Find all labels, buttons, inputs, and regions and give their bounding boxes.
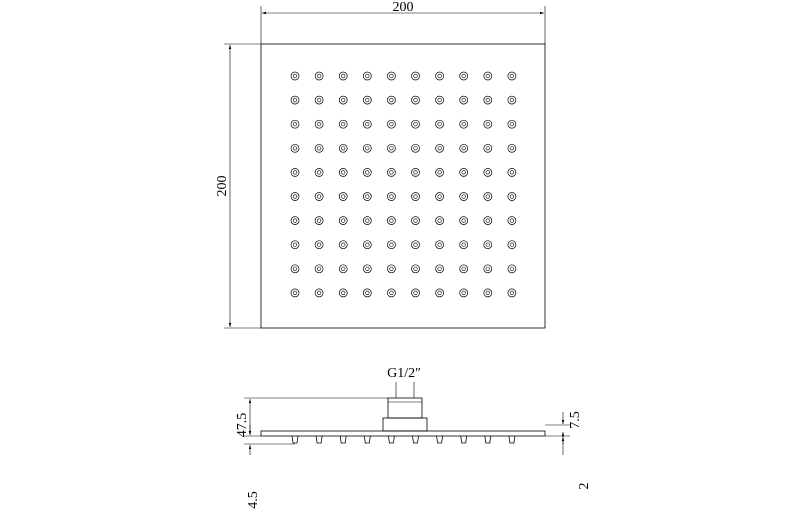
nozzle-inner-ring <box>510 219 514 223</box>
nozzle-outer-ring <box>291 96 299 104</box>
nozzle-inner-ring <box>486 195 490 199</box>
height-dimension-label: 200 <box>215 175 230 197</box>
nozzle-outer-ring <box>387 120 395 128</box>
side-nozzle <box>316 436 322 443</box>
nozzle-outer-ring <box>484 241 492 249</box>
nozzle-inner-ring <box>414 195 418 199</box>
nozzle-inner-ring <box>317 122 321 126</box>
nozzle-inner-ring <box>390 267 394 271</box>
nozzle-outer-ring <box>315 120 323 128</box>
nozzle-outer-ring <box>436 193 444 201</box>
nozzle-inner-ring <box>438 171 442 175</box>
nozzle-outer-ring <box>460 289 468 297</box>
nozzle-inner-ring <box>390 122 394 126</box>
shower-plate-outline <box>261 44 545 328</box>
nozzle-inner-ring <box>510 267 514 271</box>
nozzle-outer-ring <box>363 265 371 273</box>
nozzle-inner-ring <box>462 171 466 175</box>
nozzle-inner-ring <box>510 147 514 151</box>
nozzle-inner-ring <box>293 122 297 126</box>
nozzle-outer-ring <box>291 72 299 80</box>
nozzle-inner-ring <box>462 243 466 247</box>
side-view <box>235 366 592 509</box>
nozzle-outer-ring <box>315 217 323 225</box>
nozzle-outer-ring <box>460 144 468 152</box>
nozzle-outer-ring <box>508 265 516 273</box>
nozzle-inner-ring <box>462 98 466 102</box>
nozzle-outer-ring <box>387 96 395 104</box>
side-nozzle <box>413 436 419 443</box>
nozzle-inner-ring <box>366 219 370 223</box>
nozzle-inner-ring <box>414 147 418 151</box>
nozzle-outer-ring <box>412 120 420 128</box>
nozzle-inner-ring <box>486 98 490 102</box>
nozzle-inner-ring <box>486 147 490 151</box>
nozzle-inner-ring <box>341 147 345 151</box>
nozzle-inner-ring <box>366 267 370 271</box>
nozzle-inner-ring <box>293 243 297 247</box>
nozzle-outer-ring <box>291 265 299 273</box>
nozzle-inner-ring <box>390 195 394 199</box>
nozzle-inner-ring <box>462 291 466 295</box>
nozzle-outer-ring <box>291 193 299 201</box>
nozzle-inner-ring <box>414 171 418 175</box>
nozzle-outer-ring <box>315 168 323 176</box>
nozzle-inner-ring <box>317 267 321 271</box>
nozzle-inner-ring <box>510 74 514 78</box>
nozzle-outer-ring <box>339 96 347 104</box>
width-dimension-label: 200 <box>392 0 414 15</box>
nozzle-inner-ring <box>462 74 466 78</box>
nozzle-outer-ring <box>460 72 468 80</box>
nozzle-outer-ring <box>291 144 299 152</box>
nozzle-outer-ring <box>412 72 420 80</box>
nozzle-outer-ring <box>315 72 323 80</box>
nozzle-outer-ring <box>339 217 347 225</box>
nozzle-inner-ring <box>390 98 394 102</box>
nozzle-outer-ring <box>508 217 516 225</box>
nozzle-outer-ring <box>508 144 516 152</box>
side-nozzle <box>509 436 515 443</box>
nozzle-inner-ring <box>510 195 514 199</box>
nozzle-outer-ring <box>484 217 492 225</box>
nozzle-inner-ring <box>438 98 442 102</box>
nozzle-inner-ring <box>438 219 442 223</box>
nozzle-inner-ring <box>438 195 442 199</box>
nozzle-outer-ring <box>436 217 444 225</box>
nozzle-inner-ring <box>317 74 321 78</box>
nozzle-outer-ring <box>315 289 323 297</box>
nozzle-outer-ring <box>484 289 492 297</box>
nozzle-inner-ring <box>317 195 321 199</box>
nozzle-inner-ring <box>486 171 490 175</box>
nozzle-outer-ring <box>484 96 492 104</box>
nozzle-inner-ring <box>366 98 370 102</box>
nozzle-outer-ring <box>387 144 395 152</box>
nozzle-inner-ring <box>317 98 321 102</box>
side-nozzle <box>340 436 346 443</box>
nozzle-outer-ring <box>508 289 516 297</box>
nozzle-inner-ring <box>366 122 370 126</box>
nozzle-inner-ring <box>341 74 345 78</box>
nozzle-inner-ring <box>390 171 394 175</box>
nozzle-inner-ring <box>486 74 490 78</box>
nozzle-inner-ring <box>462 219 466 223</box>
nozzle-outer-ring <box>339 72 347 80</box>
nozzle-outer-ring <box>339 289 347 297</box>
nozzle-outer-ring <box>387 289 395 297</box>
nozzle-inner-ring <box>414 219 418 223</box>
nozzle-outer-ring <box>460 120 468 128</box>
nozzle-outer-ring <box>339 168 347 176</box>
side-nozzle <box>461 436 467 443</box>
nozzle-outer-ring <box>484 144 492 152</box>
nozzle-outer-ring <box>291 168 299 176</box>
nozzle-inner-ring <box>510 122 514 126</box>
nozzle-outer-ring <box>387 217 395 225</box>
nozzle-outer-ring <box>363 217 371 225</box>
nozzle-inner-ring <box>366 74 370 78</box>
side-nozzle <box>485 436 491 443</box>
top-view <box>215 0 545 328</box>
nozzle-inner-ring <box>293 171 297 175</box>
swivel-joint <box>388 398 422 418</box>
nozzle-outer-ring <box>339 265 347 273</box>
nozzle-inner-ring <box>341 243 345 247</box>
nozzle-outer-ring <box>460 265 468 273</box>
nozzle-inner-ring <box>390 74 394 78</box>
nozzle-inner-ring <box>341 219 345 223</box>
nozzle-outer-ring <box>339 193 347 201</box>
nozzle-outer-ring <box>484 193 492 201</box>
nozzle-inner-ring <box>486 267 490 271</box>
nozzle-outer-ring <box>508 120 516 128</box>
nozzle-inner-ring <box>366 291 370 295</box>
nozzle-outer-ring <box>387 265 395 273</box>
nozzle-outer-ring <box>484 265 492 273</box>
nozzle-inner-ring <box>366 171 370 175</box>
nozzle-outer-ring <box>387 241 395 249</box>
nozzle-outer-ring <box>508 193 516 201</box>
nozzle-grid <box>291 72 516 297</box>
nozzle-outer-ring <box>315 96 323 104</box>
nozzle-inner-ring <box>462 122 466 126</box>
nozzle-outer-ring <box>291 217 299 225</box>
side-nozzle <box>364 436 370 443</box>
nozzle-outer-ring <box>315 265 323 273</box>
nozzle-outer-ring <box>436 144 444 152</box>
nozzle-outer-ring <box>291 289 299 297</box>
nozzle-inner-ring <box>293 98 297 102</box>
nozzle-outer-ring <box>436 72 444 80</box>
nozzle-inner-ring <box>317 171 321 175</box>
nozzle-inner-ring <box>293 267 297 271</box>
nozzle-outer-ring <box>363 241 371 249</box>
side-nozzle <box>388 436 394 443</box>
nozzle-inner-ring <box>366 243 370 247</box>
nozzle-inner-ring <box>341 291 345 295</box>
nozzle-inner-ring <box>390 291 394 295</box>
side-nozzle <box>437 436 443 443</box>
nozzle-inner-ring <box>317 219 321 223</box>
nozzle-inner-ring <box>390 219 394 223</box>
nozzle-outer-ring <box>412 168 420 176</box>
nozzle-inner-ring <box>293 195 297 199</box>
nozzle-outer-ring <box>387 72 395 80</box>
nozzle-inner-ring <box>341 267 345 271</box>
nozzle-inner-ring <box>486 243 490 247</box>
nozzle-inner-ring <box>486 219 490 223</box>
nozzle-outer-ring <box>363 193 371 201</box>
nozzle-inner-ring <box>510 171 514 175</box>
nozzle-outer-ring <box>460 193 468 201</box>
nozzle-outer-ring <box>460 96 468 104</box>
nozzle-outer-ring <box>291 120 299 128</box>
nozzle-outer-ring <box>315 193 323 201</box>
nozzle-outer-ring <box>363 96 371 104</box>
nozzle-outer-ring <box>436 96 444 104</box>
nozzle-inner-ring <box>390 243 394 247</box>
nozzle-inner-ring <box>462 147 466 151</box>
nozzle-outer-ring <box>291 241 299 249</box>
nozzle-inner-ring <box>317 243 321 247</box>
nozzle-outer-ring <box>508 72 516 80</box>
nozzle-inner-ring <box>438 291 442 295</box>
nozzle-outer-ring <box>484 168 492 176</box>
side-nozzle-row <box>292 436 515 443</box>
nozzle-outer-ring <box>339 120 347 128</box>
nozzle-inner-ring <box>293 74 297 78</box>
nozzle-outer-ring <box>339 241 347 249</box>
nozzle-outer-ring <box>315 144 323 152</box>
nozzle-outer-ring <box>460 217 468 225</box>
nozzle-outer-ring <box>436 241 444 249</box>
nozzle-inner-ring <box>317 291 321 295</box>
nozzle-inner-ring <box>462 267 466 271</box>
nozzle-outer-ring <box>363 144 371 152</box>
nozzle-inner-ring <box>438 122 442 126</box>
nozzle-outer-ring <box>412 96 420 104</box>
nozzle-outer-ring <box>387 193 395 201</box>
nozzle-inner-ring <box>462 195 466 199</box>
nozzle-outer-ring <box>363 289 371 297</box>
nozzle-inner-ring <box>414 243 418 247</box>
nozzle-inner-ring <box>414 291 418 295</box>
nozzle-outer-ring <box>363 168 371 176</box>
nozzle-outer-ring <box>436 120 444 128</box>
nozzle-outer-ring <box>387 168 395 176</box>
connector-stem <box>383 418 427 431</box>
nozzle-inner-ring <box>293 219 297 223</box>
overall-height-label: 47.5 <box>235 412 250 438</box>
nozzle-inner-ring <box>414 98 418 102</box>
nozzle-outer-ring <box>436 265 444 273</box>
nozzle-inner-ring <box>293 147 297 151</box>
nozzle-inner-ring <box>366 195 370 199</box>
nozzle-inner-ring <box>414 267 418 271</box>
nozzle-outer-ring <box>484 72 492 80</box>
nozzle-outer-ring <box>339 144 347 152</box>
nozzle-inner-ring <box>438 74 442 78</box>
nozzle-inner-ring <box>341 122 345 126</box>
nozzle-outer-ring <box>412 217 420 225</box>
nozzle-inner-ring <box>438 267 442 271</box>
nozzle-inner-ring <box>438 147 442 151</box>
nozzle-inner-ring <box>341 171 345 175</box>
nozzle-inner-ring <box>317 147 321 151</box>
connector-label: 7.5 <box>568 411 583 429</box>
nozzle-outer-ring <box>508 96 516 104</box>
nozzle-inner-ring <box>414 74 418 78</box>
nozzle-outer-ring <box>508 168 516 176</box>
nozzle-outer-ring <box>436 289 444 297</box>
nozzle-outer-ring <box>484 120 492 128</box>
nozzle-outer-ring <box>412 241 420 249</box>
nozzle-inner-ring <box>510 98 514 102</box>
nozzle-inner-ring <box>366 147 370 151</box>
plate-side-profile <box>261 431 545 436</box>
nozzle-outer-ring <box>508 241 516 249</box>
nozzle-outer-ring <box>412 289 420 297</box>
bottom-offset-label: 4.5 <box>246 491 261 509</box>
nozzle-outer-ring <box>412 144 420 152</box>
nozzle-outer-ring <box>363 72 371 80</box>
nozzle-outer-ring <box>315 241 323 249</box>
nozzle-inner-ring <box>486 122 490 126</box>
nozzle-outer-ring <box>412 265 420 273</box>
nozzle-inner-ring <box>414 122 418 126</box>
plate-thickness-label: 2 <box>577 482 592 490</box>
nozzle-inner-ring <box>390 147 394 151</box>
nozzle-outer-ring <box>412 193 420 201</box>
nozzle-outer-ring <box>460 168 468 176</box>
nozzle-inner-ring <box>293 291 297 295</box>
side-nozzle <box>292 436 298 443</box>
nozzle-inner-ring <box>341 195 345 199</box>
nozzle-outer-ring <box>363 120 371 128</box>
nozzle-inner-ring <box>510 243 514 247</box>
thread-label: G1/2″ <box>387 366 421 381</box>
nozzle-inner-ring <box>486 291 490 295</box>
nozzle-inner-ring <box>438 243 442 247</box>
nozzle-inner-ring <box>341 98 345 102</box>
nozzle-outer-ring <box>436 168 444 176</box>
nozzle-inner-ring <box>510 291 514 295</box>
nozzle-outer-ring <box>460 241 468 249</box>
